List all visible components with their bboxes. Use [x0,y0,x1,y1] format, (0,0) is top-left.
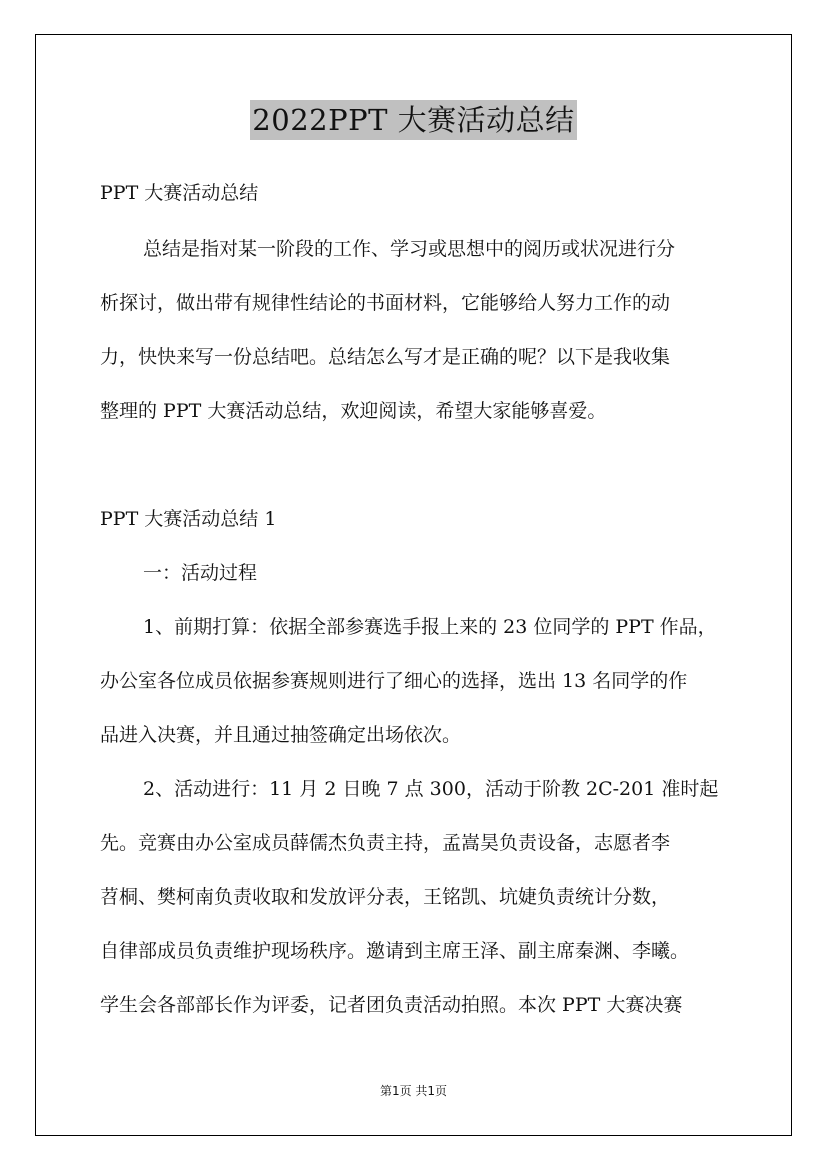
subsection-heading: 一：活动过程 [143,562,258,584]
paragraph-line: 先。竞赛由办公室成员薛儒杰负责主持，孟嵩昊负责设备，志愿者李 [100,832,671,854]
paragraph-line: 总结是指对某一阶段的工作、学习或思想中的阅历或状况进行分 [143,238,676,260]
paragraph-line: 力，快快来写一份总结吧。总结怎么写才是正确的呢？以下是我收集 [100,346,671,368]
paragraph-line: 2、活动进行：11 月 2 日晚 7 点 300，活动于阶教 2C-201 准时起 [143,778,719,800]
paragraph-line: 品进入决赛，并且通过抽签确定出场依次。 [100,724,462,746]
document-title: 2022PPT 大赛活动总结 [250,100,576,140]
section-heading: PPT 大赛活动总结 [100,182,259,204]
paragraph-line: 苕桐、樊柯南负责收取和发放评分表，王铭凯、坑婕负责统计分数， [100,886,671,908]
paragraph-line: 办公室各位成员依据参赛规则进行了细心的选择，选出 13 名同学的作 [100,670,688,692]
paragraph-line: 自律部成员负责维护现场秩序。邀请到主席王泽、副主席秦渊、李曦。 [100,940,690,962]
paragraph-line: 整理的 PPT 大赛活动总结，欢迎阅读，希望大家能够喜爱。 [100,400,607,422]
paragraph-line: 1、前期打算：依据全部参赛选手报上来的 23 位同学的 PPT 作品， [143,616,717,638]
section-heading: PPT 大赛活动总结 1 [100,508,277,530]
page-footer: 第1页 共1页 [379,1084,448,1098]
paragraph-line: 析探讨，做出带有规律性结论的书面材料，它能够给人努力工作的动 [100,292,671,314]
title-container [0,100,827,140]
paragraph-line: 学生会各部部长作为评委，记者团负责活动拍照。本次 PPT 大赛决赛 [100,994,683,1016]
